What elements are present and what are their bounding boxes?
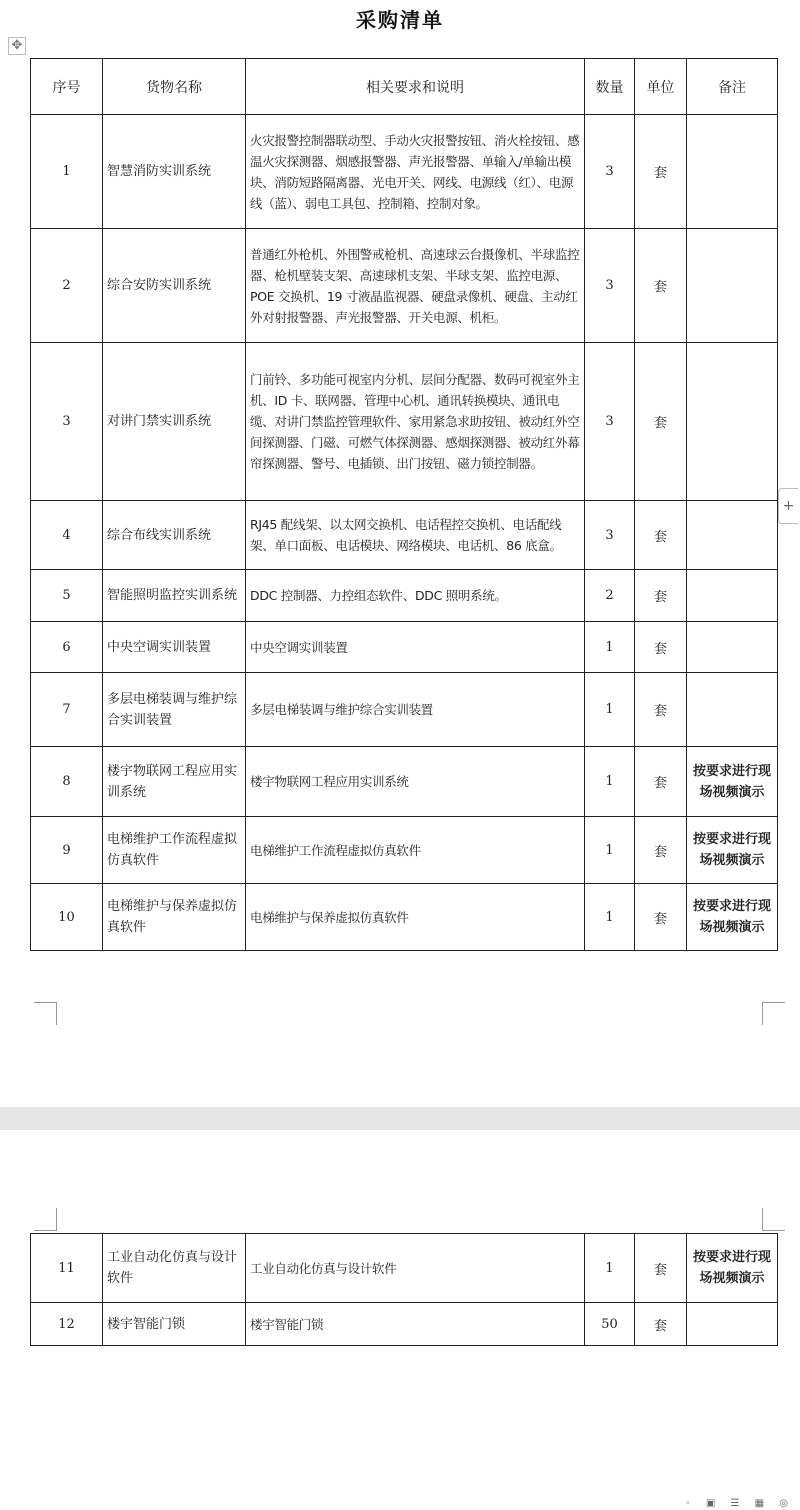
cell-name[interactable]: 综合布线实训系统: [103, 501, 246, 570]
cell-unit[interactable]: 套: [635, 1303, 687, 1346]
cell-desc[interactable]: 工业自动化仿真与设计软件: [246, 1234, 585, 1303]
cell-unit[interactable]: 套: [635, 1234, 687, 1303]
cell-qty[interactable]: 3: [585, 343, 635, 501]
header-desc: 相关要求和说明: [246, 59, 585, 115]
view-mode-icons[interactable]: ◦ ▣ ☰ ▦ ◎: [684, 1498, 794, 1509]
cell-seq[interactable]: 7: [31, 673, 103, 747]
cell-name[interactable]: 电梯维护工作流程虚拟仿真软件: [103, 817, 246, 884]
cell-qty[interactable]: 1: [585, 622, 635, 673]
cell-seq[interactable]: 6: [31, 622, 103, 673]
cell-note[interactable]: [687, 1303, 778, 1346]
cell-name[interactable]: 对讲门禁实训系统: [103, 343, 246, 501]
cell-desc[interactable]: 中央空调实训装置: [246, 622, 585, 673]
status-bar: [0, 1498, 800, 1510]
cell-qty[interactable]: 1: [585, 673, 635, 747]
cell-note[interactable]: [687, 501, 778, 570]
table-row: [31, 673, 778, 747]
cell-note[interactable]: [687, 115, 778, 229]
cell-note[interactable]: [687, 622, 778, 673]
cell-unit[interactable]: 套: [635, 817, 687, 884]
table-row: [31, 229, 778, 343]
cell-qty[interactable]: 50: [585, 1303, 635, 1346]
cell-name[interactable]: 多层电梯装调与维护综合实训装置: [103, 673, 246, 747]
add-row-icon[interactable]: +: [778, 488, 798, 524]
header-note: 备注: [687, 59, 778, 115]
cell-name[interactable]: 楼宇物联网工程应用实训系统: [103, 747, 246, 817]
cell-qty[interactable]: 3: [585, 501, 635, 570]
cell-note[interactable]: [687, 570, 778, 622]
cell-seq[interactable]: 12: [31, 1303, 103, 1346]
cell-qty[interactable]: 2: [585, 570, 635, 622]
table-row: [31, 884, 778, 951]
cell-note[interactable]: [687, 229, 778, 343]
cell-seq[interactable]: 9: [31, 817, 103, 884]
cell-name[interactable]: 智慧消防实训系统: [103, 115, 246, 229]
header-seq: 序号: [31, 59, 103, 115]
table-row: [31, 115, 778, 229]
page-corner-mark: [34, 1208, 57, 1231]
cell-unit[interactable]: 套: [635, 673, 687, 747]
cell-unit[interactable]: 套: [635, 501, 687, 570]
table-row: [31, 343, 778, 501]
cell-unit[interactable]: 套: [635, 747, 687, 817]
cell-name[interactable]: 中央空调实训装置: [103, 622, 246, 673]
table-row: [31, 747, 778, 817]
cell-qty[interactable]: 1: [585, 747, 635, 817]
table-move-handle-icon[interactable]: ✥: [8, 37, 26, 55]
cell-name[interactable]: 工业自动化仿真与设计软件: [103, 1234, 246, 1303]
cell-seq[interactable]: 3: [31, 343, 103, 501]
page-corner-mark: [762, 1208, 785, 1231]
cell-desc[interactable]: 门前铃、多功能可视室内分机、层间分配器、数码可视室外主机、ID 卡、联网器、管理中心机、通讯转换模块、通讯电缆、对讲门禁监控管理软件、家用紧急求助按钮、被动红外空间探测器、门磁、可燃气体探测器、感烟探测器、被动红外幕帘探测器、警号、电插锁、出门按钮、磁力锁控制器。: [246, 343, 585, 501]
cell-qty[interactable]: 3: [585, 229, 635, 343]
table-row: [31, 817, 778, 884]
cell-name[interactable]: 智能照明监控实训系统: [103, 570, 246, 622]
cell-unit[interactable]: 套: [635, 115, 687, 229]
cell-name[interactable]: 楼宇智能门锁: [103, 1303, 246, 1346]
procurement-table-continued: [30, 1233, 778, 1346]
header-qty: 数量: [585, 59, 635, 115]
cell-name[interactable]: 综合安防实训系统: [103, 229, 246, 343]
cell-desc[interactable]: 多层电梯装调与维护综合实训装置: [246, 673, 585, 747]
cell-note[interactable]: [687, 673, 778, 747]
cell-unit[interactable]: 套: [635, 343, 687, 501]
page-corner-mark: [762, 1002, 785, 1025]
cell-unit[interactable]: 套: [635, 622, 687, 673]
header-unit: 单位: [635, 59, 687, 115]
cell-name[interactable]: 电梯维护与保养虚拟仿真软件: [103, 884, 246, 951]
table-row: [31, 501, 778, 570]
page-corner-mark: [34, 1002, 57, 1025]
table-header-row: [31, 59, 778, 115]
cell-qty[interactable]: 1: [585, 817, 635, 884]
document-title: 采购清单: [356, 8, 444, 32]
cell-seq[interactable]: 10: [31, 884, 103, 951]
cell-desc[interactable]: 火灾报警控制器联动型、手动火灾报警按钮、消火栓按钮、感温火灾探测器、烟感报警器、声光报警器、单输入/单输出模块、消防短路隔离器、光电开关、网线、电源线（红）、电源线（蓝）、弱电工具包、控制箱、控制对象。: [246, 115, 585, 229]
cell-desc[interactable]: 电梯维护与保养虚拟仿真软件: [246, 884, 585, 951]
cell-seq[interactable]: 8: [31, 747, 103, 817]
cell-unit[interactable]: 套: [635, 570, 687, 622]
cell-note[interactable]: 按要求进行现场视频演示: [687, 747, 778, 817]
cell-desc[interactable]: DDC 控制器、力控组态软件、DDC 照明系统。: [246, 570, 585, 622]
cell-qty[interactable]: 3: [585, 115, 635, 229]
cell-note[interactable]: [687, 343, 778, 501]
header-name: 货物名称: [103, 59, 246, 115]
cell-seq[interactable]: 5: [31, 570, 103, 622]
cell-desc[interactable]: 楼宇物联网工程应用实训系统: [246, 747, 585, 817]
cell-note[interactable]: 按要求进行现场视频演示: [687, 817, 778, 884]
cell-seq[interactable]: 1: [31, 115, 103, 229]
cell-desc[interactable]: 电梯维护工作流程虚拟仿真软件: [246, 817, 585, 884]
cell-desc[interactable]: 普通红外枪机、外围警戒枪机、高速球云台摄像机、半球监控器、枪机壁装支架、高速球机支架、半球支架、监控电源、POE 交换机、19 寸液晶监视器、硬盘录像机、硬盘、主动红外对射报警器、声光报警器、开关电源、机柜。: [246, 229, 585, 343]
cell-qty[interactable]: 1: [585, 1234, 635, 1303]
cell-seq[interactable]: 4: [31, 501, 103, 570]
cell-desc[interactable]: 楼宇智能门锁: [246, 1303, 585, 1346]
cell-note[interactable]: 按要求进行现场视频演示: [687, 884, 778, 951]
table-row: [31, 622, 778, 673]
cell-desc[interactable]: RJ45 配线架、以太网交换机、电话程控交换机、电话配线架、单口面板、电话模块、网络模块、电话机、86 底盒。: [246, 501, 585, 570]
cell-seq[interactable]: 11: [31, 1234, 103, 1303]
table-row: [31, 1234, 778, 1303]
cell-qty[interactable]: 1: [585, 884, 635, 951]
table-row: [31, 1303, 778, 1346]
cell-note[interactable]: 按要求进行现场视频演示: [687, 1234, 778, 1303]
page-gap: [0, 1107, 800, 1130]
procurement-table: [30, 58, 778, 951]
cell-seq[interactable]: 2: [31, 229, 103, 343]
table-row: [31, 570, 778, 622]
cell-unit[interactable]: 套: [635, 229, 687, 343]
cell-unit[interactable]: 套: [635, 884, 687, 951]
